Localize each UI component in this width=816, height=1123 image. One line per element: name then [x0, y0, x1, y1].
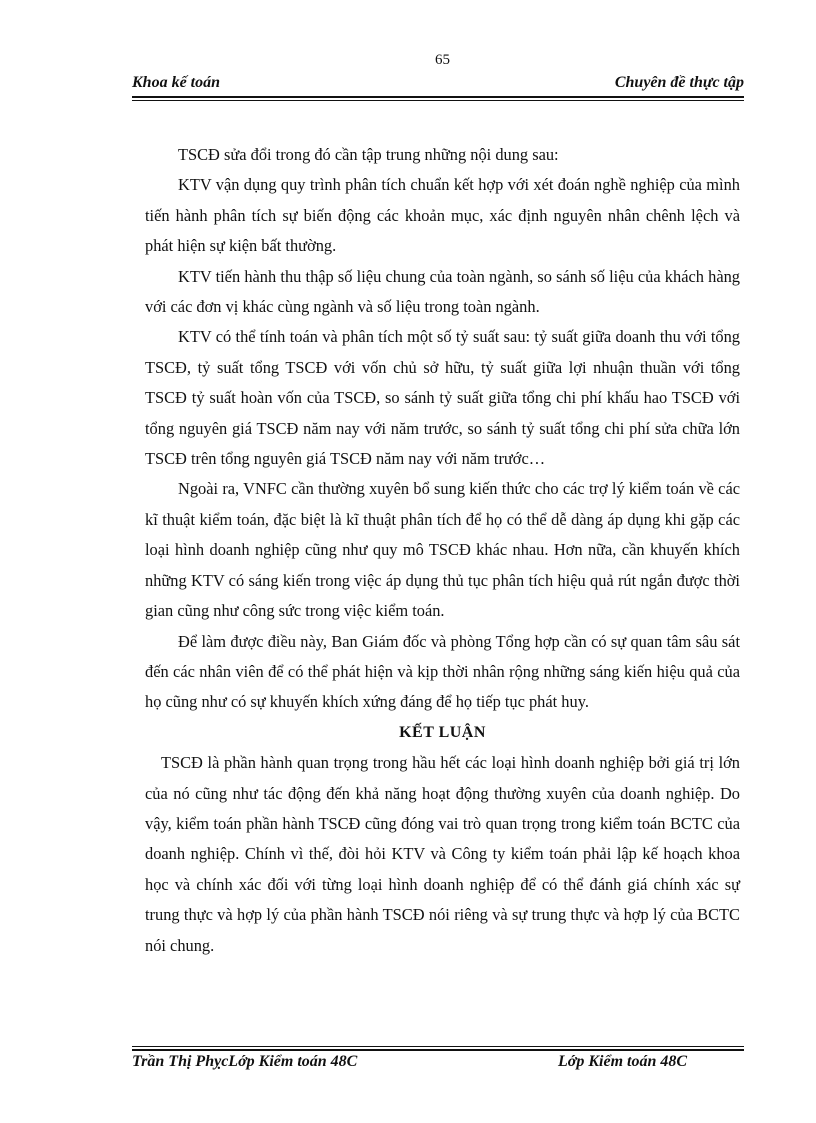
- page-header: [132, 74, 744, 98]
- page-footer: [132, 1049, 744, 1070]
- paragraph: KTV có thể tính toán và phân tích một số tỷ suất sau: tỷ suất giữa doanh thu với tổng TSCĐ, tỷ suất tổng TSCĐ với vốn chủ sở hữu, tỷ suất giữa lợi nhuận thuần với tổng TSCĐ tỷ suất hoàn vốn của TSCĐ, so sánh tỷ suất giữa tổng chi phí khấu hao TSCĐ với tổng nguyên giá TSCĐ năm nay với năm trước, so sánh tỷ suất tổng chi phí sửa chữa lớn TSCĐ trên tổng nguyên giá TSCĐ năm nay với năm trước…: [145, 327, 740, 469]
- document-body: [145, 140, 740, 961]
- conclusion-paragraph: TSCĐ là phần hành quan trọng trong hầu hết các loại hình doanh nghiệp bởi giá trị lớn của nó cũng như tác động đến khả năng hoạt động thường xuyên của doanh nghiệp. Do vậy, kiểm toán phần hành TSCĐ cũng đóng vai trò quan trọng trong kiểm toán BCTC của doanh nghiệp. Chính vì thế, đòi hỏi KTV và Công ty kiểm toán phải lập kế hoạch khoa học và chính xác đối với từng loại hình doanh nghiệp để có thể đánh giá chính xác sự trung thực và hợp lý của phần hành TSCĐ nói riêng và sự trung thực và hợp lý của BCTC nói chung.: [145, 753, 740, 955]
- paragraph: KTV vận dụng quy trình phân tích chuẩn kết hợp với xét đoán nghề nghiệp của mình tiến hành phân tích sự biến động các khoản mục, xác định nguyên nhân chênh lệch và phát hiện sự kiện bất thường.: [145, 175, 740, 256]
- footer-author: Trần Thị PhỵcLớp Kiểm toán 48C: [132, 1053, 358, 1070]
- footer-class: Lớp Kiểm toán 48C: [558, 1053, 688, 1070]
- conclusion-heading: KẾT LUẬN: [399, 723, 486, 741]
- page-number: 65: [435, 52, 450, 68]
- header-divider: [132, 100, 744, 101]
- paragraph: Ngoài ra, VNFC cần thường xuyên bổ sung kiến thức cho các trợ lý kiểm toán về các kĩ thuật kiểm toán, đặc biệt là kĩ thuật phân tích để họ có thể dễ dàng áp dụng khi gặp các loại hình doanh nghiệp cũng như quy mô TSCĐ khác nhau. Hơn nữa, cần khuyến khích những KTV có sáng kiến trong việc áp dụng thủ tục phân tích hiệu quả rút ngắn được thời gian cũng như công sức trong việc kiểm toán.: [145, 479, 740, 621]
- paragraph: Để làm được điều này, Ban Giám đốc và phòng Tổng hợp cần có sự quan tâm sâu sát đến các nhân viên để có thể phát hiện và kịp thời nhân rộng những sáng kiến hiệu quả của họ cũng như có sự khuyến khích xứng đáng để họ tiếp tục phát huy.: [145, 631, 740, 712]
- header-title: Chuyên đề thực tập: [614, 74, 744, 91]
- paragraph: TSCĐ sửa đổi trong đó cần tập trung những nội dung sau:: [178, 145, 559, 164]
- footer-divider: [132, 1046, 744, 1047]
- header-faculty: Khoa kế toán: [132, 74, 221, 91]
- paragraph: KTV tiến hành thu thập số liệu chung của toàn ngành, so sánh số liệu của khách hàng với các đơn vị khác cùng ngành và số liệu trong toàn ngành.: [145, 266, 740, 317]
